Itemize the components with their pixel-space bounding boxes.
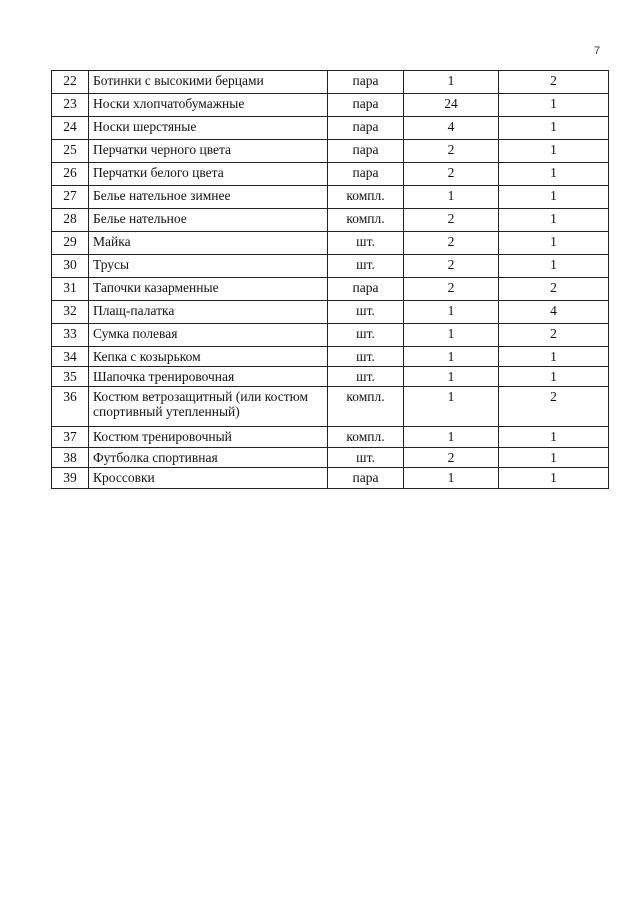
unit-of-measure: пара	[328, 140, 404, 163]
item-name: Майка	[89, 232, 328, 255]
wear-term: 2	[499, 278, 609, 301]
table-row	[52, 448, 609, 468]
table-row	[52, 255, 609, 278]
item-name: Носки шерстяные	[89, 117, 328, 140]
item-name: Шапочка тренировочная	[89, 367, 328, 387]
unit-of-measure: пара	[328, 468, 404, 489]
unit-of-measure: шт.	[328, 301, 404, 324]
wear-term: 1	[499, 117, 609, 140]
item-name: Костюм ветрозащитный (или костюм спортивный утепленный)	[89, 387, 328, 427]
item-name: Тапочки казарменные	[89, 278, 328, 301]
unit-of-measure: компл.	[328, 387, 404, 427]
row-number: 34	[52, 347, 89, 367]
table-row	[52, 347, 609, 367]
wear-term: 1	[499, 94, 609, 117]
table-body	[52, 71, 609, 489]
quantity: 1	[404, 427, 499, 448]
row-number: 29	[52, 232, 89, 255]
row-number: 37	[52, 427, 89, 448]
row-number: 38	[52, 448, 89, 468]
row-number: 39	[52, 468, 89, 489]
quantity: 1	[404, 387, 499, 427]
unit-of-measure: пара	[328, 278, 404, 301]
row-number: 35	[52, 367, 89, 387]
quantity: 2	[404, 232, 499, 255]
quantity: 2	[404, 278, 499, 301]
row-number: 33	[52, 324, 89, 347]
row-number: 36	[52, 387, 89, 427]
quantity: 1	[404, 71, 499, 94]
unit-of-measure: компл.	[328, 427, 404, 448]
item-name: Футболка спортивная	[89, 448, 328, 468]
table-row	[52, 71, 609, 94]
unit-of-measure: шт.	[328, 232, 404, 255]
wear-term: 1	[499, 427, 609, 448]
unit-of-measure: компл.	[328, 186, 404, 209]
row-number: 26	[52, 163, 89, 186]
wear-term: 1	[499, 209, 609, 232]
unit-of-measure: шт.	[328, 367, 404, 387]
quantity: 1	[404, 186, 499, 209]
quantity: 1	[404, 324, 499, 347]
row-number: 23	[52, 94, 89, 117]
table-row	[52, 278, 609, 301]
wear-term: 1	[499, 140, 609, 163]
wear-term: 1	[499, 367, 609, 387]
wear-term: 1	[499, 347, 609, 367]
wear-term: 1	[499, 468, 609, 489]
table-row	[52, 117, 609, 140]
row-number: 27	[52, 186, 89, 209]
quantity: 1	[404, 301, 499, 324]
item-name: Ботинки с высокими берцами	[89, 71, 328, 94]
item-name: Сумка полевая	[89, 324, 328, 347]
unit-of-measure: шт.	[328, 448, 404, 468]
table-row	[52, 387, 609, 427]
wear-term: 1	[499, 232, 609, 255]
quantity: 24	[404, 94, 499, 117]
supply-table	[51, 70, 609, 489]
item-name: Белье нательное	[89, 209, 328, 232]
page-number: 7	[594, 45, 601, 57]
table-row	[52, 186, 609, 209]
table-row	[52, 140, 609, 163]
unit-of-measure: пара	[328, 71, 404, 94]
item-name: Белье нательное зимнее	[89, 186, 328, 209]
unit-of-measure: пара	[328, 163, 404, 186]
table-row	[52, 209, 609, 232]
quantity: 2	[404, 255, 499, 278]
item-name: Перчатки белого цвета	[89, 163, 328, 186]
table-row	[52, 232, 609, 255]
table-row	[52, 301, 609, 324]
item-name: Перчатки черного цвета	[89, 140, 328, 163]
wear-term: 1	[499, 448, 609, 468]
wear-term: 2	[499, 324, 609, 347]
table-row	[52, 468, 609, 489]
quantity: 1	[404, 347, 499, 367]
table-row	[52, 163, 609, 186]
wear-term: 1	[499, 255, 609, 278]
row-number: 32	[52, 301, 89, 324]
item-name: Кепка с козырьком	[89, 347, 328, 367]
unit-of-measure: компл.	[328, 209, 404, 232]
unit-of-measure: шт.	[328, 324, 404, 347]
item-name: Трусы	[89, 255, 328, 278]
wear-term: 2	[499, 387, 609, 427]
row-number: 22	[52, 71, 89, 94]
wear-term: 4	[499, 301, 609, 324]
unit-of-measure: шт.	[328, 255, 404, 278]
table-row	[52, 94, 609, 117]
row-number: 24	[52, 117, 89, 140]
quantity: 4	[404, 117, 499, 140]
item-name: Носки хлопчатобумажные	[89, 94, 328, 117]
row-number: 30	[52, 255, 89, 278]
unit-of-measure: шт.	[328, 347, 404, 367]
quantity: 2	[404, 209, 499, 232]
quantity: 2	[404, 163, 499, 186]
wear-term: 1	[499, 186, 609, 209]
row-number: 28	[52, 209, 89, 232]
table-row	[52, 324, 609, 347]
item-name: Плащ-палатка	[89, 301, 328, 324]
quantity: 2	[404, 448, 499, 468]
unit-of-measure: пара	[328, 117, 404, 140]
quantity: 2	[404, 140, 499, 163]
quantity: 1	[404, 468, 499, 489]
item-name: Костюм тренировочный	[89, 427, 328, 448]
wear-term: 1	[499, 163, 609, 186]
table-row	[52, 427, 609, 448]
row-number: 31	[52, 278, 89, 301]
item-name: Кроссовки	[89, 468, 328, 489]
table-row	[52, 367, 609, 387]
quantity: 1	[404, 367, 499, 387]
row-number: 25	[52, 140, 89, 163]
wear-term: 2	[499, 71, 609, 94]
unit-of-measure: пара	[328, 94, 404, 117]
